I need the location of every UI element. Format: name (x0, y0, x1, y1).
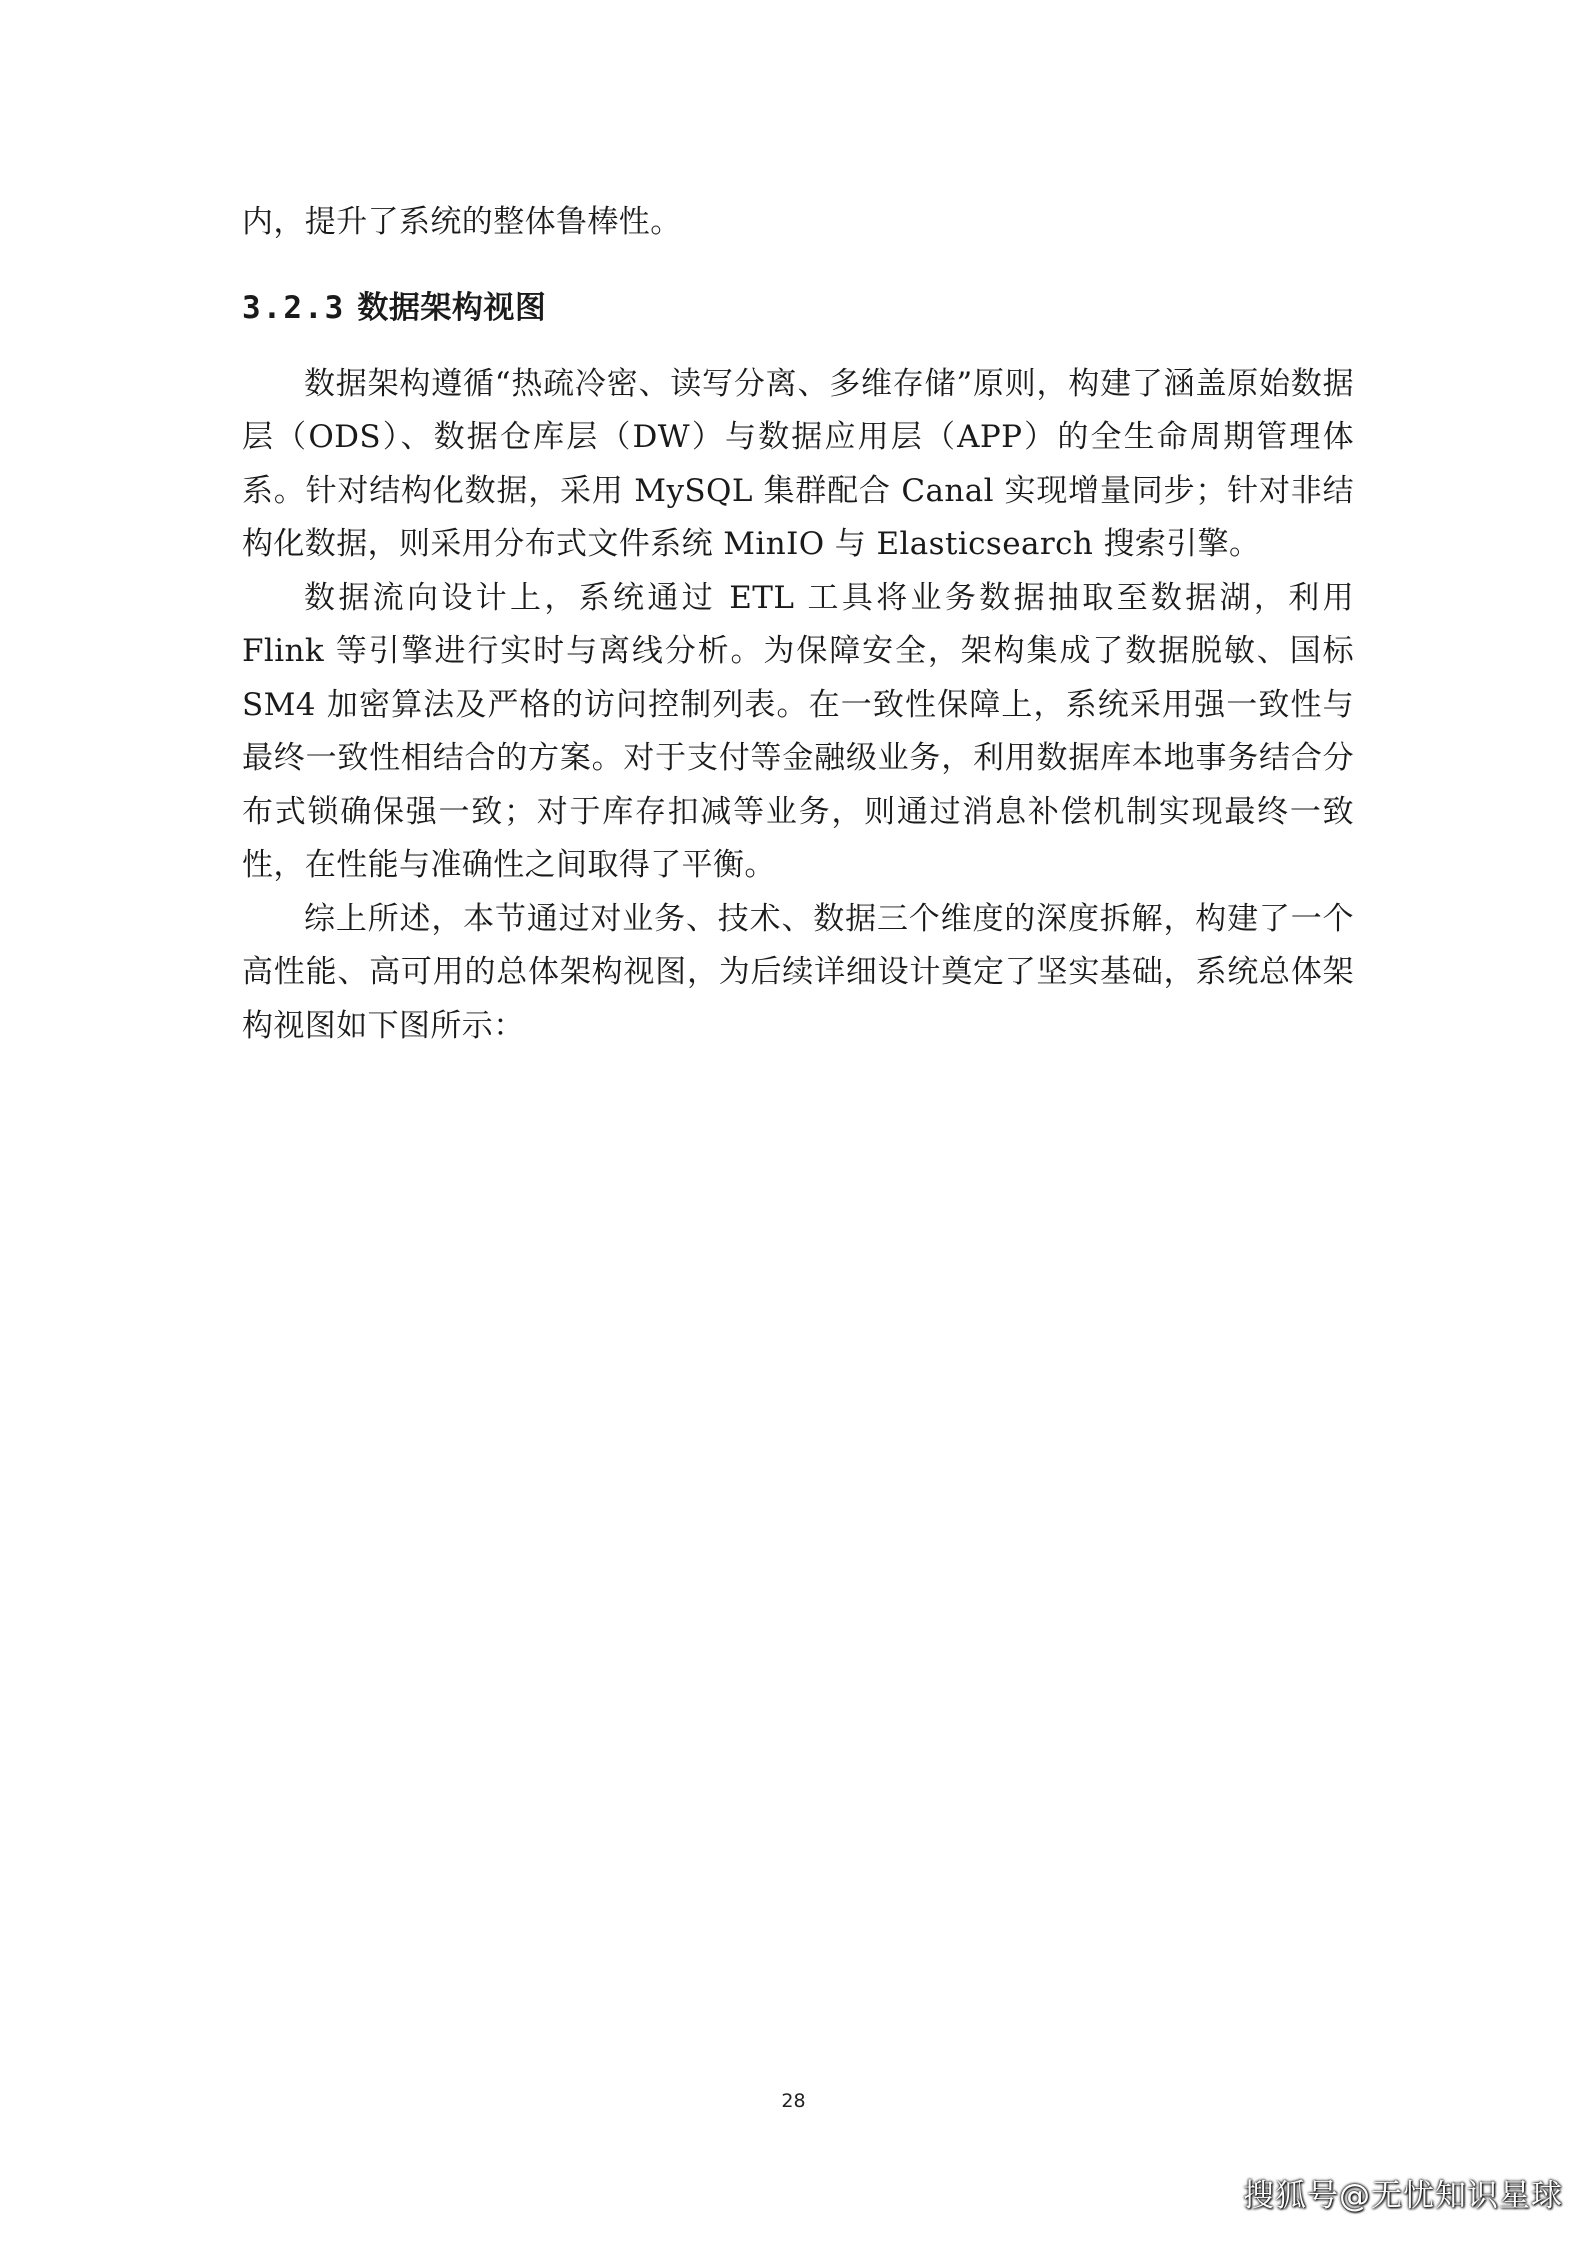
body-paragraph-1: 数据架构遵循“热疏冷密、读写分离、多维存储”原则，构建了涵盖原始数据层（ODS）、数据仓库层（DW）与数据应用层（APP）的全生命周期管理体系。针对结构化数据，采用 MySQL 集群配合 Canal 实现增量同步；针对非结构化数据，则采用分布式文件系统 MinIO 与 Elasticsearch 搜索引擎。 (242, 365, 1354, 562)
body-paragraph-3: 综上所述，本节通过对业务、技术、数据三个维度的深度拆解，构建了一个高性能、高可用的总体架构视图，为后续详细设计奠定了坚实基础，系统总体架构视图如下图所示： (242, 900, 1354, 1044)
page-content (242, 196, 1354, 1053)
section-title: 数据架构视图 (357, 289, 547, 326)
section-number: 3.2.3 (242, 289, 346, 326)
page-number: 28 (781, 2090, 806, 2112)
continuation-paragraph: 内，提升了系统的整体鲁棒性。 (242, 204, 682, 240)
watermark: 搜狐号@无忧知识星球 (1243, 2178, 1563, 2214)
section-heading (242, 288, 1354, 328)
body-paragraph-2: 数据流向设计上，系统通过 ETL 工具将业务数据抽取至数据湖，利用 Flink 等引擎进行实时与离线分析。为保障安全，架构集成了数据脱敏、国标 SM4 加密算法及严格的访问控制列表。在一致性保障上，系统采用强一致性与最终一致性相结合的方案。对于支付等金融级业务，利用数据库本地事务结合分布式锁确保强一致；对于库存扣减等业务，则通过消息补偿机制实现最终一致性，在性能与准确性之间取得了平衡。 (242, 579, 1354, 883)
